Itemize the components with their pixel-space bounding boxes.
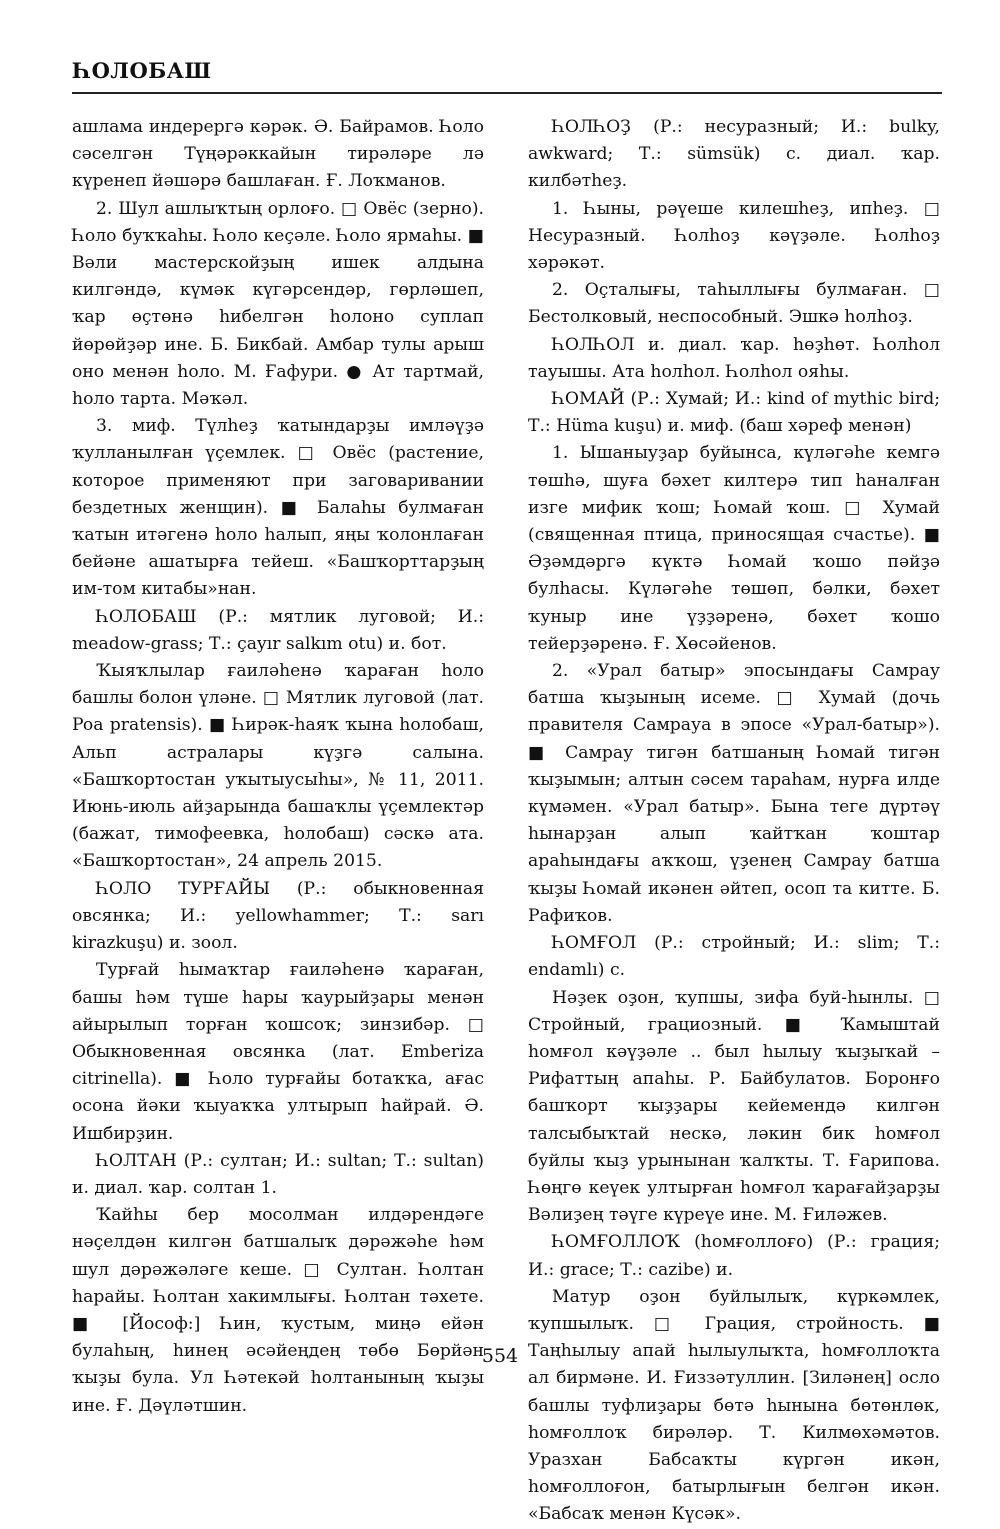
- headword-entry: ҺОЛОБАШ (Р.: мятлик луговой; И.: meadow-grass; Т.: çayır salkım otu) и. бот.: [72, 606, 484, 654]
- entry-paragraph: Ҡайһы бер мосолман илдәрендәге нәҫелдән килгән батшалыҡ дәрәжәһе һәм шул дәрәжәләге кеше. □ Султан. Һолтан һарайы. Һолтан хакимлығы. Һолтан тәхете. ■ [Йософ:] Һин, ҡустым, миңә ейән булаһың, һинең әсәйеңдең төбө Бөрйән ҡыҙы була. Ул Һәтекәй һолтанының ҡыҙы ине. Ғ. Дәүләтшин.: [72, 1205, 484, 1416]
- headword-entry: ҺОМҒОЛ (Р.: стройный; И.: slim; Т.: endamlı) с.: [528, 933, 940, 981]
- entry-paragraph: 1. Һыны, рәүеше килешһеҙ, ипһеҙ. □ Несуразный. Һолһоҙ кәүҙәле. Һолһоҙ хәрәкәт.: [528, 198, 940, 274]
- left-column: [72, 114, 484, 1420]
- entry-paragraph: 1. Ышаныуҙар буйынса, күләгәһе кемгә төшһә, шуға бәхет килтерә тип һаналған изге мифик ҡош; Һомай ҡош. □ Хумай (священная птица, приносящая счастье). ■ Әҙәмдәргә күктә Һомай ҡошо пәйҙә булһасы. Күләгәһе төшөп, бәлки, бәхет ҡуныр ине үҙҙәренә, бәхет ҡошо тейерҙәренә. Ғ. Хөсәйенов.: [528, 443, 940, 654]
- entry-paragraph: Турғай һымаҡтар ғаиләһенә ҡараған, башы һәм түше һары ҡаурыйҙары менән айырылып торған ҡошсоҡ; зинзибәр. □ Обыкновенная овсянка (лат. Emberiza citrinella). ■ Һоло турғайы ботаҡҡа, ағас осона йәки ҡыуаҡҡа ултырып һайрай. Ә. Ишбирҙин.: [72, 960, 484, 1144]
- headword-entry: ҺОЛҺОЛ и. диал. ҡар. һөҙһөт. Һолһол тауышы. Ата һолһол. Һолһол ояһы.: [528, 334, 940, 382]
- headword-entry: ҺОЛТАН (Р.: султан; И.: sultan; Т.: sultan) и. диал. ҡар. солтан 1.: [72, 1150, 484, 1198]
- entry-paragraph: ашлама индерергә кәрәк. Ә. Байрамов. Һоло сәселгән Түңәрәккайын тирәләре лә күренеп йәшәрә башлаған. Ғ. Лоҡманов.: [72, 117, 484, 192]
- headword-entry: ҺОМҒОЛЛОҠ (һомғоллоғо) (Р.: грация; И.: grace; Т.: cazibe) и.: [528, 1232, 940, 1280]
- headword-entry: ҺОЛҺОҘ (Р.: несуразный; И.: bulky, awkward; Т.: sümsük) с. диал. ҡар. килбәтһеҙ.: [528, 117, 940, 192]
- entry-paragraph: 2. Оҫталығы, таһыллығы булмаған. □ Бестолковый, неспособный. Эшкә һолһоҙ.: [528, 280, 940, 328]
- entry-paragraph: 3. миф. Түлһеҙ ҡатындарҙы имләүҙә ҡулланылған үҫемлек. □ Овёс (растение, которое применяют при заговаривании бездетных женщин). ■ Балаһы булмаған ҡатын итәгенә һоло һалып, яңы ҡолонлаған бейәне ашатырға тейеш. «Башҡорттарҙың им-том китабы»нан.: [72, 416, 484, 600]
- entry-paragraph: Ҡыяҡлылар ғаиләһенә ҡараған һоло башлы болон үләне. □ Мятлик луговой (лат. Poa pratensis). ■ Һирәк-һаяҡ ҡына һолобаш, Альп астралары күҙгә салына. «Башҡортостан уҡытыусыһы», № 11, 2011. Июнь-июль айҙарында башаҡлы үҫемлектәр (бажат, тимофеевка, һолобаш) сәскә ата. «Башҡортостан», 24 апрель 2015.: [72, 661, 484, 872]
- headword-entry: ҺОЛО ТУРҒАЙЫ (Р.: обыкновенная овсянка; И.: yellowhammer; Т.: sarı kirazkuşu) и. зоол.: [72, 878, 484, 954]
- running-head: ҺОЛОБАШ: [72, 58, 212, 83]
- headword-entry: ҺОМАЙ (Р.: Хумай; И.: kind of mythic bird; Т.: Hüma kuşu) и. миф. (баш хәреф менән): [528, 389, 940, 437]
- entry-paragraph: 2. Шул ашлыҡтың орлоғо. □ Овёс (зерно). Һоло буҡҡаһы. Һоло кеҫәле. Һоло ярмаһы. ■ Вәли мастерскойҙың ишек алдына килгәндә, күмәк күгәрсендәр, гөрләшеп, ҡар өҫтөнә һибелгән һолоно суплап йөрөйҙәр ине. Б. Бикбай. Амбар тулы арыш оно менән һоло. М. Ғафури. ● Ат тартмай, һоло тарта. Мәҡәл.: [72, 198, 484, 410]
- right-column: [528, 114, 940, 1529]
- entry-paragraph: 2. «Урал батыр» эпосындағы Самрау батша ҡыҙының исеме. □ Хумай (дочь правителя Самрауа в эпосе «Урал-батыр»). ■ Самрау тигән батшаның Һомай тигән ҡыҙымын; алтын сәсем тараһам, нурға илде күмәмен. «Урал батыр». Бына теге дүртәү һынарҙан алып ҡайтҡан ҡоштар араһындағы аҡҡош, үҙенең Самрау батша ҡыҙы Һомай икәнен әйтеп, осоп та китте. Б. Рафиҡов.: [528, 661, 940, 926]
- page-number: 554: [481, 1345, 519, 1367]
- entry-paragraph: Нәҙек оҙон, ҡупшы, зифа буй-һынлы. □ Стройный, грациозный. ■ Ҡамыштай һомғол кәүҙәле .. был һылыу ҡыҙыҡай – Рифаттың апаһы. Р. Байбулатов. Боронғо башҡорт ҡыҙҙары кейемендә килгән талсыбыҡтай нескә, ләкин бик һомғол буйлы ҡыҙ урынынан ҡалҡты. Т. Ғарипова. Һөңгө кеүек ултырған һомғол ҡарағайҙарҙы Вәлиҙең тәүге күреүе ине. М. Ғиләжев.: [528, 987, 940, 1226]
- entry-paragraph: Матур оҙон буйлылыҡ, күркәмлек, ҡупшылыҡ. □ Грация, стройность. ■ Таңһылыу апай һылыулыҡта, һомғоллоҡта ал бирмәне. И. Ғиззәтуллин. [Зиләнең] осло башлы туфлиҙары бөтә һынына бөтөнлөк, һомғоллоҡ бирәләр. Т. Килмөхәмәтов. Уразхан Бабсаҡты күргән икән, һомғоллоғон, батырлығын белгән икән. «Бабсаҡ менән Күсәк».: [528, 1286, 940, 1525]
- header-rule: [72, 92, 942, 94]
